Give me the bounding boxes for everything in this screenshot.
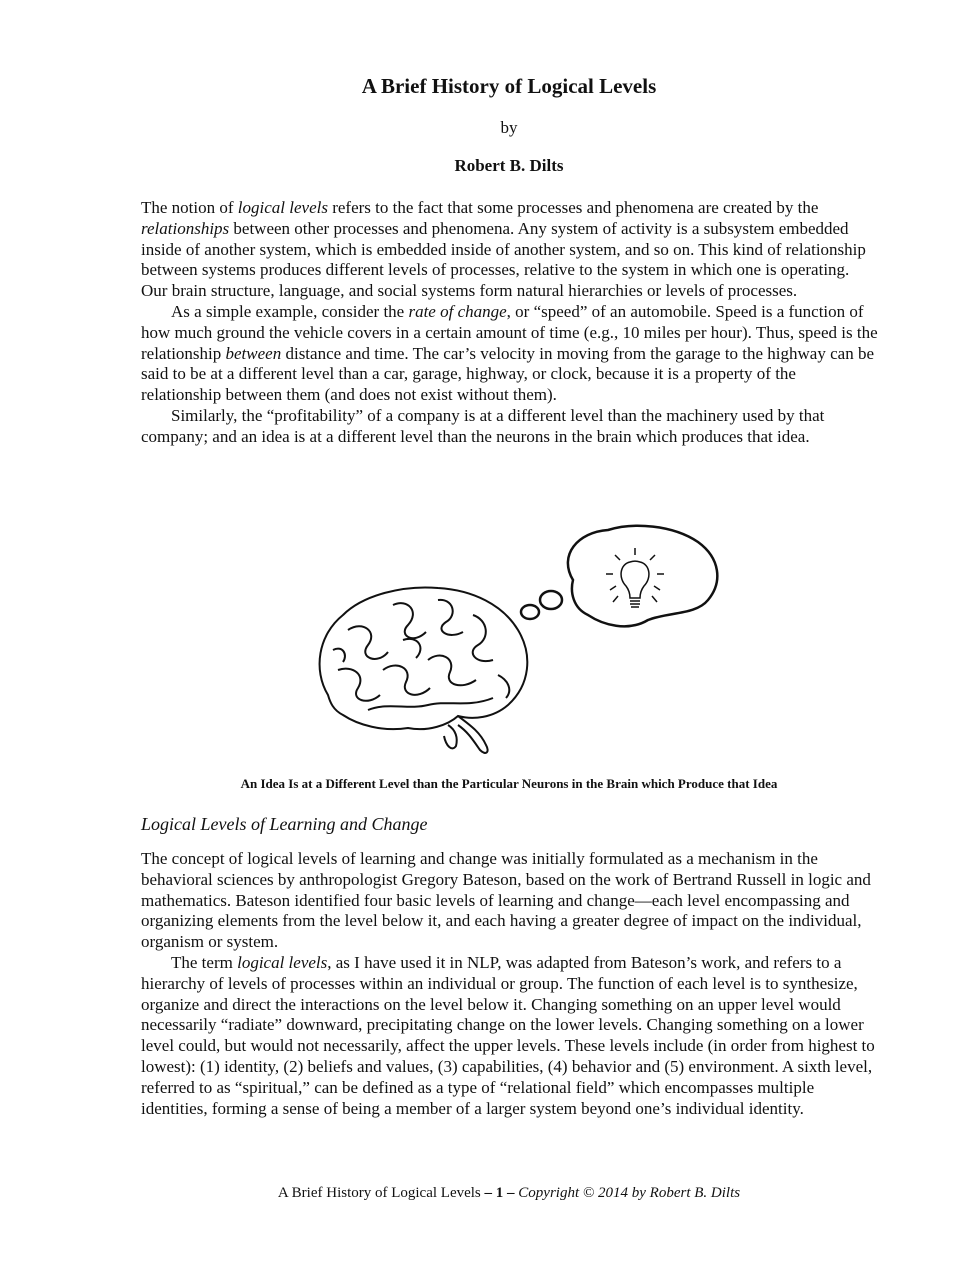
brain-idea-figure (308, 520, 728, 765)
section-paragraph-2: The term logical levels, as I have used it in NLP, was adapted from Bateson’s work, and refers to a hierarchy of levels of processes within an individual or group. The function of each level is to synthesize, organize and direct the interactions on the level below it. Changing something on an upper level would necessarily “radiate” downward, precipitating change on the lower levels. Changing something on a lower level could, but would not necessarily, affect the upper levels. These levels include (in order from highest to lowest): (1) identity, (2) beliefs and values, (3) capabilities, (4) behavior and (5) environment. A sixth level, referred to as “spiritual,” can be defined as a type of “relational field” which encompasses multiple identities, forming a sense of being a member of a larger system beyond one’s individual identity. (141, 952, 875, 1118)
lightbulb-icon (606, 548, 664, 607)
intro-paragraph-2: As a simple example, consider the rate of change, or “speed” of an automobile. Speed is a function of how much ground the vehicle covers in a certain amount of time (e.g., 10 miles per hour). Thus, speed is the relationship between distance and time. The car’s velocity in moving from the garage to the highway can be said to be at a different level than a car, garage, highway, or clock, because it is a property of the relationship between them (and does not exist without them). (141, 301, 878, 405)
emphasis-rate-of-change: rate of change (408, 301, 507, 321)
emphasis-between: between (225, 343, 282, 363)
learning-change-section (141, 849, 879, 1119)
byline: by (500, 118, 518, 137)
brain-icon (320, 587, 528, 752)
section-paragraph-1: The concept of logical levels of learning and change was initially formulated as a mechanism in the behavioral sciences by anthropologist Gregory Bateson, based on the work of Bertrand Russell in logic and mathematics. Bateson identified four basic levels of learning and change—each level encompassing and organizing elements from the level below it, and each having a greater degree of impact on the individual, organism or system. (141, 849, 871, 952)
intro-paragraph-1: The notion of logical levels refers to the fact that some processes and phenomena are created by the relationships between other processes and phenomena. Any system of activity is a subsystem embedded inside of another system, which is embedded inside of another system, and so on. This kind of relationship between systems produces different levels of processes, relative to the system in which one is operating. Our brain structure, language, and social systems form natural hierarchies or levels of processes. (141, 198, 866, 301)
page-title: A Brief History of Logical Levels (361, 74, 657, 98)
page-footer (0, 1185, 960, 1202)
figure-caption: An Idea Is at a Different Level than the Particular Neurons in the Brain which Produce that Idea (240, 776, 778, 791)
section-heading: Logical Levels of Learning and Change (141, 814, 428, 834)
footer-copyright: Copyright © 2014 by Robert B. Dilts (514, 1185, 741, 1201)
page-number: – 1 – (484, 1185, 515, 1201)
emphasis-logical-levels-2: logical levels (237, 952, 328, 972)
emphasis-relationships: relationships (141, 218, 230, 238)
author-name: Robert B. Dilts (454, 156, 564, 175)
emphasis-logical-levels: logical levels (237, 198, 328, 217)
intro-paragraph-3: Similarly, the “profitability” of a company is at a different level than the machinery used by that company; and an idea is at a different level than the neurons in the brain which produces that idea. (141, 405, 825, 446)
brain-idea-illustration (308, 520, 728, 765)
intro-section (141, 198, 879, 448)
thought-bubble-icon (521, 526, 717, 627)
footer-title: A Brief History of Logical Levels (277, 1185, 485, 1201)
